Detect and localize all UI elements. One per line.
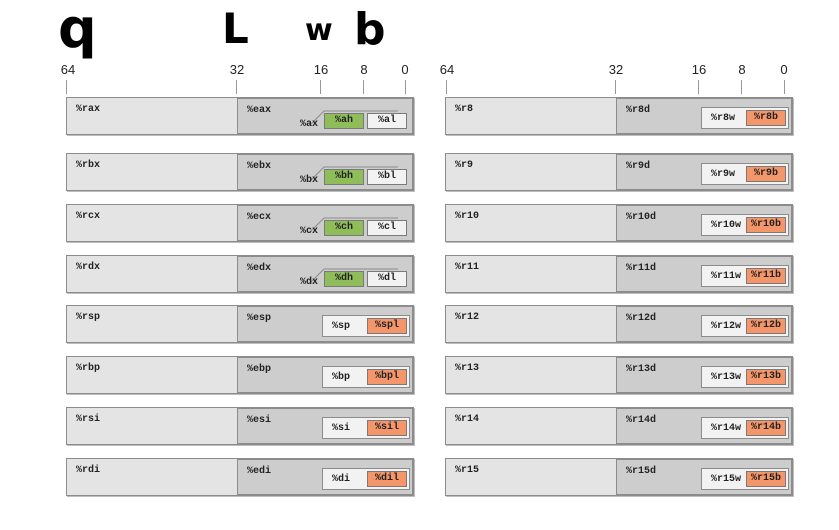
register-16-box — [322, 366, 410, 388]
register-64-label: %rax — [76, 104, 101, 115]
register-16-label: %cx — [300, 226, 319, 237]
register-64-label: %r13 — [455, 363, 480, 374]
handwritten-q-annotation: q — [58, 0, 97, 60]
register-8-low-box: %r8b — [746, 110, 786, 126]
left-tick-line-16 — [320, 80, 321, 94]
register-8-high-box: %ah — [324, 113, 364, 129]
register-16-box — [322, 315, 410, 337]
handwritten-w-annotation: w — [305, 13, 333, 48]
register-32-label: %eax — [247, 105, 272, 116]
right-tick-0: 0 — [780, 62, 788, 77]
register-32-box — [237, 256, 413, 292]
register-row — [445, 204, 793, 242]
right-tick-line-32 — [615, 80, 616, 94]
register-16-label: %si — [332, 423, 351, 434]
register-32-box — [237, 154, 413, 190]
register-row — [66, 255, 414, 293]
register-64-label: %r12 — [455, 312, 480, 323]
register-32-box — [237, 205, 413, 241]
right-tick-8: 8 — [738, 62, 746, 77]
right-tick-32: 32 — [608, 62, 624, 77]
register-16-box — [701, 163, 789, 185]
register-32-box — [237, 306, 413, 342]
register-32-box — [237, 98, 413, 134]
register-row — [66, 204, 414, 242]
left-tick-64: 64 — [60, 62, 76, 77]
register-64-label: %rbx — [76, 160, 101, 171]
register-16-label: %sp — [332, 321, 351, 332]
left-tick-line-8 — [363, 80, 364, 94]
register-32-box — [237, 408, 413, 444]
register-64-label: %r11 — [455, 262, 480, 273]
register-64-label: %r9 — [455, 160, 474, 171]
register-32-box — [616, 357, 792, 393]
register-32-box — [616, 98, 792, 134]
register-8-low-box: %bl — [367, 169, 407, 185]
register-32-box — [616, 205, 792, 241]
left-tick-8: 8 — [360, 62, 368, 77]
register-32-box — [616, 459, 792, 495]
register-8-low-box: %r12b — [746, 318, 786, 334]
register-32-label: %edi — [247, 466, 272, 477]
register-8-low-box: %bpl — [367, 369, 407, 385]
register-8-low-box: %spl — [367, 318, 407, 334]
register-row — [66, 97, 414, 135]
register-32-label: %r12d — [626, 313, 657, 324]
register-16-label: %r13w — [711, 372, 742, 383]
register-8-low-box: %r11b — [746, 268, 786, 284]
register-32-box — [237, 459, 413, 495]
register-64-label: %rcx — [76, 211, 101, 222]
register-32-label: %r13d — [626, 364, 657, 375]
register-32-box — [616, 408, 792, 444]
register-16-label: %bp — [332, 372, 351, 383]
register-row — [66, 153, 414, 191]
left-tick-line-64 — [66, 80, 67, 94]
register-8-high-box: %bh — [324, 169, 364, 185]
register-8-high-box: %dh — [324, 271, 364, 287]
register-8-low-box: %cl — [367, 220, 407, 236]
register-row — [445, 153, 793, 191]
register-row — [66, 407, 414, 445]
right-tick-16: 16 — [691, 62, 707, 77]
register-8-low-box: %r10b — [746, 217, 786, 233]
register-64-label: %rdi — [76, 465, 101, 476]
register-8-low-box: %r14b — [746, 420, 786, 436]
register-8-low-box: %al — [367, 113, 407, 129]
register-16-label: %r10w — [711, 220, 742, 231]
handwritten-l-annotation: L — [222, 4, 249, 53]
register-row — [445, 255, 793, 293]
register-row — [66, 458, 414, 496]
register-32-label: %r15d — [626, 466, 657, 477]
register-16-box — [322, 468, 410, 490]
register-16-label: %bx — [300, 175, 319, 186]
left-tick-line-0 — [405, 80, 406, 94]
register-16-label: %r9w — [711, 169, 736, 180]
register-64-label: %r8 — [455, 104, 474, 115]
register-16-box — [701, 107, 789, 129]
register-16-label: %ax — [300, 119, 319, 130]
register-16-box — [322, 417, 410, 439]
register-64-label: %rbp — [76, 363, 101, 374]
register-8-low-box: %r15b — [746, 471, 786, 487]
register-8-low-box: %r9b — [746, 166, 786, 182]
right-tick-line-8 — [741, 80, 742, 94]
register-16-box — [701, 265, 789, 287]
register-64-label: %rsp — [76, 312, 101, 323]
right-tick-line-64 — [446, 80, 447, 94]
register-32-label: %r10d — [626, 212, 657, 223]
register-row — [445, 407, 793, 445]
register-16-label: %r11w — [711, 271, 742, 282]
register-8-low-box: %sil — [367, 420, 407, 436]
register-row — [445, 305, 793, 343]
left-tick-32: 32 — [229, 62, 245, 77]
register-row — [445, 97, 793, 135]
register-32-label: %r11d — [626, 263, 657, 274]
right-tick-line-16 — [698, 80, 699, 94]
register-32-label: %edx — [247, 263, 272, 274]
left-tick-0: 0 — [401, 62, 409, 77]
register-8-low-box: %r13b — [746, 369, 786, 385]
register-32-label: %r14d — [626, 415, 657, 426]
register-16-label: %r15w — [711, 474, 742, 485]
register-64-label: %rsi — [76, 414, 101, 425]
register-16-box — [701, 468, 789, 490]
register-16-label: %di — [332, 474, 351, 485]
register-32-label: %esp — [247, 313, 272, 324]
register-row — [66, 356, 414, 394]
left-tick-16: 16 — [313, 62, 329, 77]
register-32-box — [616, 154, 792, 190]
register-16-box — [701, 315, 789, 337]
register-16-label: %r12w — [711, 321, 742, 332]
register-32-label: %esi — [247, 415, 272, 426]
left-tick-line-32 — [236, 80, 237, 94]
register-32-label: %r9d — [626, 161, 651, 172]
register-8-low-box: %dl — [367, 271, 407, 287]
register-32-label: %ebp — [247, 364, 272, 375]
register-32-box — [237, 357, 413, 393]
register-16-box — [701, 417, 789, 439]
register-32-label: %ebx — [247, 161, 272, 172]
right-tick-64: 64 — [439, 62, 455, 77]
register-32-label: %r8d — [626, 105, 651, 116]
register-16-box — [701, 366, 789, 388]
register-row — [445, 356, 793, 394]
register-8-low-box: %dil — [367, 471, 407, 487]
register-row — [445, 458, 793, 496]
register-64-label: %r15 — [455, 465, 480, 476]
register-row — [66, 305, 414, 343]
register-32-box — [616, 256, 792, 292]
register-64-label: %r10 — [455, 211, 480, 222]
register-16-label: %r8w — [711, 113, 736, 124]
register-16-label: %r14w — [711, 423, 742, 434]
register-64-label: %r14 — [455, 414, 480, 425]
register-64-label: %rdx — [76, 262, 101, 273]
register-16-label: %dx — [300, 277, 319, 288]
register-8-high-box: %ch — [324, 220, 364, 236]
handwritten-b-annotation: b — [354, 4, 386, 55]
right-tick-line-0 — [784, 80, 785, 94]
register-16-box — [701, 214, 789, 236]
register-32-box — [616, 306, 792, 342]
register-32-label: %ecx — [247, 212, 272, 223]
